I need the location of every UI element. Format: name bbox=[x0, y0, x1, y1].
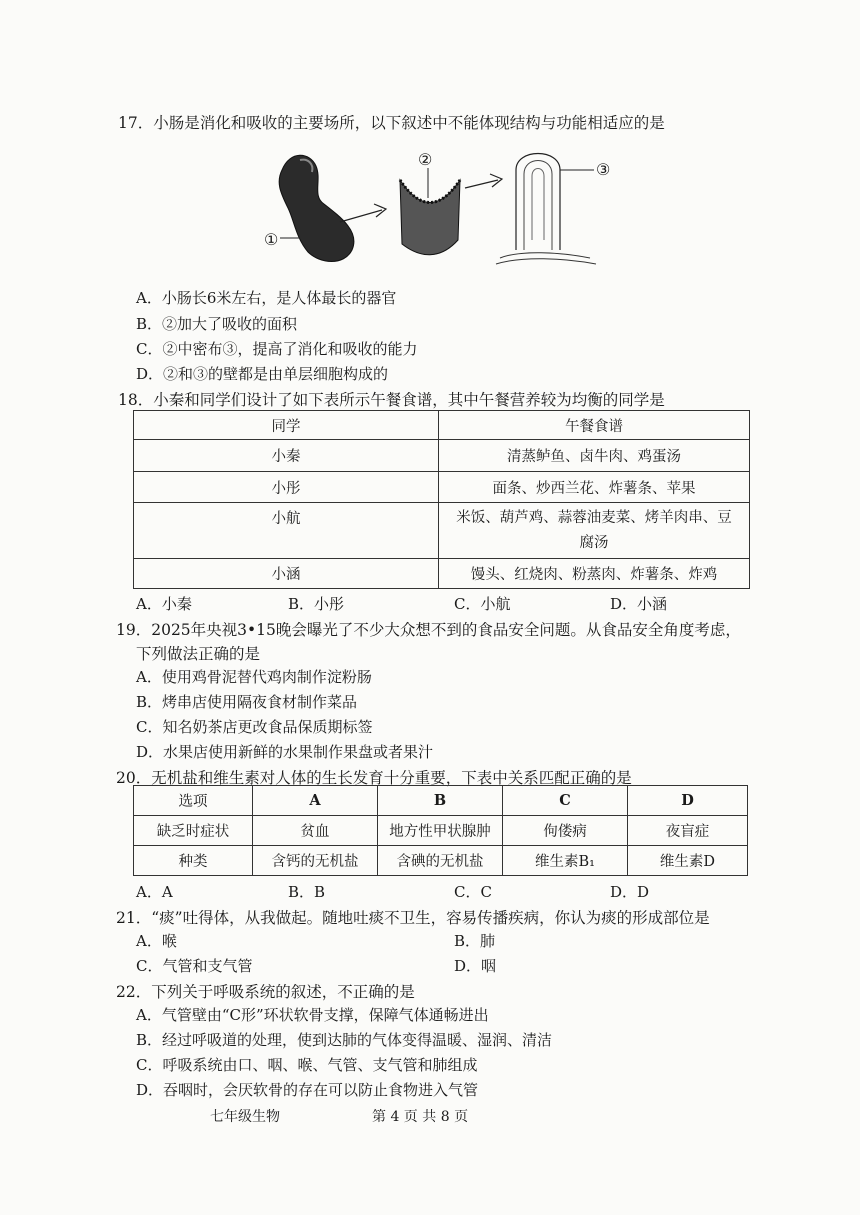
table-cell: 缺乏时症状 bbox=[134, 816, 253, 846]
q22-stem: 22．下列关于呼吸系统的叙述，不正确的是 bbox=[116, 983, 415, 1001]
figure-label-1: ① bbox=[264, 230, 279, 249]
table-cell: 夜盲症 bbox=[628, 816, 748, 846]
table-cell: 小涵 bbox=[134, 559, 439, 589]
table-cell: 清蒸鲈鱼、卤牛肉、鸡蛋汤 bbox=[439, 440, 750, 472]
q17-option-d: D．②和③的壁都是由单层细胞构成的 bbox=[136, 365, 389, 383]
q18-option-c: C．小航 bbox=[454, 595, 511, 613]
q20-option-c: C．C bbox=[454, 883, 492, 901]
q18-option-d: D．小涵 bbox=[610, 595, 668, 613]
table-header: 午餐食谱 bbox=[439, 411, 750, 440]
q17-option-b: B．②加大了吸收的面积 bbox=[136, 315, 298, 333]
q21-option-b: B．肺 bbox=[454, 932, 496, 950]
footer-subject: 七年级生物 bbox=[210, 1109, 280, 1125]
table-cell: 含碘的无机盐 bbox=[378, 846, 503, 876]
q21-option-d: D．咽 bbox=[454, 957, 497, 975]
table-cell: 贫血 bbox=[253, 816, 378, 846]
q20-stem: 20．无机盐和维生素对人体的生长发育十分重要，下表中关系匹配正确的是 bbox=[116, 769, 632, 787]
table-cell: 种类 bbox=[134, 846, 253, 876]
q18-stem: 18．小秦和同学们设计了如下表所示午餐食谱，其中午餐营养较为均衡的同学是 bbox=[118, 391, 665, 409]
q18-option-b: B．小彤 bbox=[288, 595, 345, 613]
q22-option-a: A．气管壁由“C形”环状软骨支撑，保障气体通畅进出 bbox=[136, 1006, 489, 1024]
table-cell-line: 腐汤 bbox=[579, 534, 609, 551]
figure-label-3: ③ bbox=[596, 160, 611, 179]
table-cell bbox=[439, 503, 750, 559]
table-cell: A bbox=[253, 786, 378, 816]
table-cell-line: 米饭、葫芦鸡、蒜蓉油麦菜、烤羊肉串、豆 bbox=[456, 509, 732, 526]
small-intestine-figure bbox=[260, 140, 620, 270]
q18-option-a: A．小秦 bbox=[136, 595, 192, 613]
q21-stem: 21．“痰”吐得体，从我做起。随地吐痰不卫生，容易传播疾病，你认为痰的形成部位是 bbox=[116, 909, 710, 927]
q19-option-b: B．烤串店使用隔夜食材制作菜品 bbox=[136, 693, 358, 711]
q19-option-c: C．知名奶茶店更改食品保质期标签 bbox=[136, 718, 373, 736]
q19-stem-line2: 下列做法正确的是 bbox=[136, 645, 261, 663]
q17-stem: 17．小肠是消化和吸收的主要场所，以下叙述中不能体现结构与功能相适应的是 bbox=[118, 114, 665, 132]
villus-shape bbox=[516, 154, 560, 251]
table-cell: 维生素D bbox=[628, 846, 748, 876]
q19-option-d: D．水果店使用新鲜的水果制作果盘或者果汁 bbox=[136, 743, 434, 761]
q20-option-a: A．A bbox=[136, 883, 173, 901]
table-cell: 小秦 bbox=[134, 440, 439, 472]
q21-option-c: C．气管和支气管 bbox=[136, 957, 253, 975]
q22-option-b: B．经过呼吸道的处理，使到达肺的气体变得温暖、湿润、清洁 bbox=[136, 1031, 553, 1049]
table-cell: 佝偻病 bbox=[503, 816, 628, 846]
table-header: 同学 bbox=[134, 411, 439, 440]
table-cell: 小彤 bbox=[134, 472, 439, 503]
footer-page-number: 第 4 页 共 8 页 bbox=[372, 1109, 469, 1125]
table-cell: 含钙的无机盐 bbox=[253, 846, 378, 876]
intestine-shape bbox=[279, 155, 354, 261]
q19-option-a: A．使用鸡骨泥替代鸡肉制作淀粉肠 bbox=[136, 668, 372, 686]
figure-label-2: ② bbox=[418, 150, 433, 169]
table-cell: 面条、炒西兰花、炸薯条、苹果 bbox=[439, 472, 750, 503]
circular-fold-shape bbox=[400, 180, 460, 255]
q18-lunch-table bbox=[133, 410, 750, 589]
table-cell: 小航 bbox=[134, 503, 439, 559]
q22-option-c: C．呼吸系统由口、咽、喉、气管、支气管和肺组成 bbox=[136, 1056, 478, 1074]
q17-option-c: C．②中密布③，提高了消化和吸收的能力 bbox=[136, 340, 418, 358]
table-cell: 维生素B₁ bbox=[503, 846, 628, 876]
q20-option-b: B．B bbox=[288, 883, 326, 901]
table-cell: D bbox=[628, 786, 748, 816]
q20-option-d: D．D bbox=[610, 883, 650, 901]
q19-stem-line1: 19．2025年央视3•15晚会曝光了不少大众想不到的食品安全问题。从食品安全角度考虑， bbox=[116, 621, 741, 639]
table-cell: 馒头、红烧肉、粉蒸肉、炸薯条、炸鸡 bbox=[439, 559, 750, 589]
table-cell: B bbox=[378, 786, 503, 816]
table-cell: 选项 bbox=[134, 786, 253, 816]
table-cell: 地方性甲状腺肿 bbox=[378, 816, 503, 846]
q20-nutrient-table bbox=[133, 785, 748, 876]
table-cell: C bbox=[503, 786, 628, 816]
q21-option-a: A．喉 bbox=[136, 932, 177, 950]
q17-option-a: A．小肠长6米左右，是人体最长的器官 bbox=[136, 289, 397, 307]
q22-option-d: D．吞咽时，会厌软骨的存在可以防止食物进入气管 bbox=[136, 1081, 479, 1099]
